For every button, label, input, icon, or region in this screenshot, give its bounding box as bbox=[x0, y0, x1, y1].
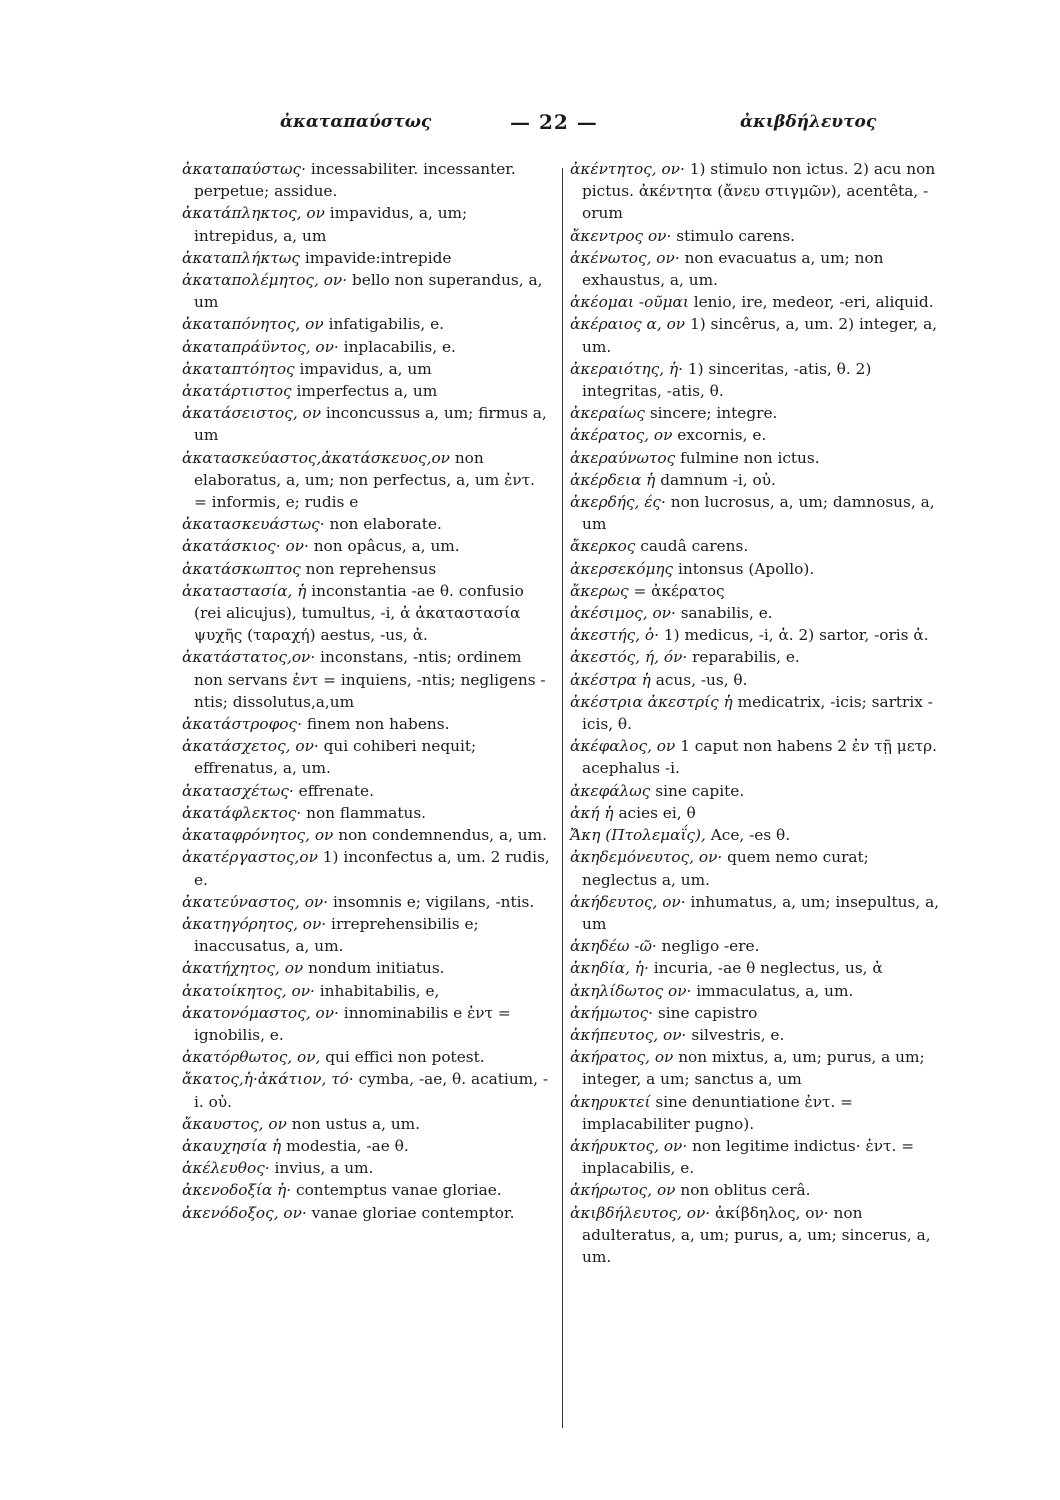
entry-headword: ἄκατος,ἡ·ἀκάτιον, τό· bbox=[182, 1070, 354, 1089]
dictionary-entry bbox=[182, 247, 552, 269]
dictionary-entry bbox=[182, 780, 552, 802]
entry-definition: finem non habens. bbox=[306, 715, 450, 734]
dictionary-entry bbox=[182, 535, 552, 557]
dictionary-entry bbox=[570, 580, 940, 602]
entry-headword: ἀκέστρια ἀκεστρίς ἡ bbox=[570, 692, 733, 711]
dictionary-entry bbox=[570, 669, 940, 691]
entry-definition: excornis, e. bbox=[677, 426, 767, 445]
entry-definition: 1 caput non habens 2 ἐν τῇ μετρ. acephalus -i. bbox=[582, 737, 937, 778]
entry-definition: silvestris, e. bbox=[691, 1025, 785, 1044]
entry-headword: ἀκαταπόνητος, ον bbox=[182, 315, 324, 334]
entry-headword: ἀκατάσχετος, ον· bbox=[182, 737, 319, 756]
dictionary-entry bbox=[570, 1002, 940, 1024]
dictionary-entry bbox=[570, 469, 940, 491]
entry-definition: sincere; integre. bbox=[649, 404, 778, 423]
entry-definition: non mixtus, a, um; purus, a um; integer, a um; sanctus a, um bbox=[582, 1048, 925, 1089]
entry-headword: ἀκαυχησία ἡ bbox=[182, 1136, 282, 1155]
entry-definition: 1) stimulo non ictus. 2) acu non pictus. ἀκέντητα (ἄνευ στιγμῶν), acentêta, -orum bbox=[582, 160, 936, 223]
page-number: — 22 — bbox=[510, 110, 598, 134]
entry-headword: ἀκαταστασία, ἡ bbox=[182, 581, 307, 600]
dictionary-entry bbox=[182, 202, 552, 246]
entry-headword: ἀκεφάλως bbox=[570, 781, 651, 800]
entry-headword: ἀκατηγόρητος, ον· bbox=[182, 914, 327, 933]
header-first-entry: ἀκαταπαύστως bbox=[280, 112, 432, 132]
dictionary-entry bbox=[570, 313, 940, 357]
right-column bbox=[570, 158, 940, 1268]
dictionary-entry bbox=[182, 824, 552, 846]
entry-definition: non elaboratus, a, um; non perfectus, a, um ἐντ. = informis, e; rudis e bbox=[194, 448, 535, 512]
entry-headword: ἀκατοίκητος, ον· bbox=[182, 981, 315, 1000]
dictionary-entry bbox=[182, 447, 552, 514]
entry-definition: acies ei, θ bbox=[618, 803, 696, 822]
entry-definition: bello non superandus, a, um bbox=[194, 271, 543, 312]
entry-definition: non legitime indictus· ἐντ. = inplacabilis, e. bbox=[582, 1136, 915, 1178]
entry-definition: inplacabilis, e. bbox=[343, 337, 456, 356]
dictionary-entry bbox=[570, 957, 940, 979]
entry-definition: inconcussus a, um; firmus a, um bbox=[194, 404, 547, 445]
column-divider bbox=[562, 168, 563, 1428]
dictionary-entry bbox=[182, 713, 552, 735]
entry-headword: ἀκερσεκόμης bbox=[570, 559, 674, 578]
entry-definition: ἀκίβδηλος, ον· non adulteratus, a, um; purus, a, um; sincerus, a, um. bbox=[582, 1203, 931, 1266]
entry-definition: stimulo carens. bbox=[676, 226, 796, 245]
entry-headword: ἀκατασχέτως· bbox=[182, 781, 294, 800]
entry-definition: impavide:intrepide bbox=[304, 248, 452, 267]
dictionary-entry bbox=[570, 491, 940, 535]
entry-definition: impavidus, a, um bbox=[299, 359, 432, 378]
entry-headword: ἀκεραύνωτος bbox=[570, 448, 676, 467]
entry-headword: ἀκαταπολέμητος, ον· bbox=[182, 271, 348, 290]
entry-headword: ἀκήρωτος, ον bbox=[570, 1181, 676, 1200]
entry-headword: ἀκατόρθωτος, ον, bbox=[182, 1048, 321, 1067]
entry-definition: fulmine non ictus. bbox=[680, 448, 820, 467]
entry-headword: ἀκατάφλεκτος· bbox=[182, 803, 302, 822]
entry-definition: vanae gloriae contemptor. bbox=[311, 1203, 515, 1222]
dictionary-entry bbox=[570, 980, 940, 1002]
entry-headword: ἄκαυστος, ον bbox=[182, 1114, 287, 1133]
dictionary-entry bbox=[182, 802, 552, 824]
entry-definition: acus, -us, θ. bbox=[655, 670, 748, 689]
entry-headword: ἀκαταπτόητος bbox=[182, 359, 295, 378]
entry-headword: ἀκήρατος, ον bbox=[570, 1048, 674, 1067]
entry-headword: ἀκήδευτος, ον· bbox=[570, 892, 686, 911]
dictionary-entry bbox=[182, 513, 552, 535]
entry-headword: ἀκατονόμαστος, ον· bbox=[182, 1003, 339, 1022]
dictionary-entry bbox=[182, 1046, 552, 1068]
entry-headword: ἀκενόδοξος, ον· bbox=[182, 1203, 307, 1222]
entry-headword: ἀκατάρτιστος bbox=[182, 382, 292, 401]
dictionary-entry bbox=[182, 913, 552, 957]
entry-headword: ἀκατάστροφος· bbox=[182, 715, 302, 734]
entry-headword: ἄκερως bbox=[570, 581, 629, 600]
entry-definition: non flammatus. bbox=[306, 803, 427, 822]
entry-headword: ἀκεραιότης, ἡ· bbox=[570, 359, 684, 378]
entry-headword: ἀκατάσκωπτος bbox=[182, 559, 301, 578]
dictionary-entry bbox=[182, 646, 552, 713]
entry-definition: inhabitabilis, e, bbox=[319, 981, 440, 1000]
dictionary-entry bbox=[182, 1179, 552, 1201]
dictionary-entry bbox=[570, 735, 940, 779]
entry-headword: ἀκατήχητος, ον bbox=[182, 959, 304, 978]
entry-headword: ἀκήμωτος· bbox=[570, 1003, 654, 1022]
entry-definition: sine denuntiatione ἐντ. = implacabiliter pugno). bbox=[582, 1092, 854, 1133]
entry-definition: immaculatus, a, um. bbox=[696, 981, 854, 1000]
entry-definition: reparabilis, e. bbox=[692, 648, 800, 667]
entry-definition: 1) inconfectus a, um. 2 rudis, e. bbox=[194, 848, 550, 889]
dictionary-entry bbox=[570, 602, 940, 624]
entry-headword: ἀκή ἡ bbox=[570, 803, 614, 822]
dictionary-entry bbox=[570, 1046, 940, 1090]
entry-definition: infatigabilis, e. bbox=[328, 315, 444, 334]
entry-headword: ἀκέντητος, ον· bbox=[570, 160, 685, 178]
entry-headword: ἀκαταπλήκτως bbox=[182, 248, 300, 267]
header-last-entry: ἀκιβδήλευτος bbox=[740, 112, 877, 132]
entry-headword: ἀκηλίδωτος ον· bbox=[570, 981, 692, 1000]
entry-headword: ἀκηδία, ἡ· bbox=[570, 959, 649, 978]
dictionary-entry bbox=[182, 269, 552, 313]
dictionary-entry bbox=[182, 580, 552, 647]
entry-definition: innominabilis e ἐντ = ignobilis, e. bbox=[194, 1003, 511, 1044]
entry-headword: ἀκατέργαστος,ον bbox=[182, 848, 318, 867]
entry-headword: ἀκαταπράϋντος, ον· bbox=[182, 337, 339, 356]
dictionary-entry bbox=[182, 957, 552, 979]
entry-headword: ἀκατασκεύαστος,ἀκατάσκευος,ον bbox=[182, 448, 450, 467]
entry-headword: ἀκέρατος, ον bbox=[570, 426, 673, 445]
entry-headword: ἀκατεύναστος, ον· bbox=[182, 892, 329, 911]
entry-headword: ἀκαταφρόνητος, ον bbox=[182, 826, 334, 845]
entry-headword: ἀκένωτος, ον· bbox=[570, 248, 680, 267]
entry-definition: non ustus a, um. bbox=[291, 1114, 421, 1133]
entry-definition: sine capistro bbox=[657, 1003, 758, 1022]
entry-definition: damnum -i, οὐ. bbox=[660, 470, 776, 489]
dictionary-entry bbox=[182, 1135, 552, 1157]
entry-definition: 1) sincêrus, a, um. 2) integer, a, um. bbox=[582, 315, 938, 356]
entry-definition: non opâcus, a, um. bbox=[313, 537, 460, 556]
dictionary-entry bbox=[570, 247, 940, 291]
dictionary-entry bbox=[570, 158, 940, 225]
entry-definition: negligo -ere. bbox=[661, 937, 760, 956]
dictionary-entry bbox=[570, 935, 940, 957]
page-header bbox=[180, 112, 880, 142]
entry-definition: 1) medicus, -i, ἀ. 2) sartor, -oris ἀ. bbox=[663, 626, 929, 645]
entry-headword: ἄκερκος bbox=[570, 537, 636, 556]
dictionary-entry bbox=[570, 846, 940, 890]
dictionary-entry bbox=[182, 735, 552, 779]
entry-headword: ἀκατάπληκτος, ον bbox=[182, 204, 325, 223]
entry-definition: invius, a um. bbox=[274, 1159, 374, 1178]
dictionary-entry bbox=[182, 1002, 552, 1046]
entry-headword: ἀκέομαι -οῦμαι bbox=[570, 293, 689, 312]
entry-definition: 1) sinceritas, -atis, θ. 2) integritas, -atis, θ. bbox=[582, 359, 872, 401]
entry-definition: non reprehensus bbox=[305, 559, 437, 578]
entry-definition: contemptus vanae gloriae. bbox=[296, 1181, 502, 1200]
dictionary-entry bbox=[570, 802, 940, 824]
entry-headword: ἀκήρυκτος, ον· bbox=[570, 1136, 688, 1155]
entry-definition: Ace, -es θ. bbox=[710, 826, 791, 845]
dictionary-entry bbox=[570, 1024, 940, 1046]
entry-definition: = ἀκέρατος bbox=[633, 581, 725, 600]
entry-definition: incuria, -ae θ neglectus, us, ἀ bbox=[653, 959, 883, 978]
entry-definition: non evacuatus a, um; non exhaustus, a, um. bbox=[582, 248, 884, 290]
dictionary-entry bbox=[570, 824, 940, 846]
entry-definition: imperfectus a, um bbox=[296, 382, 438, 401]
dictionary-entry bbox=[570, 424, 940, 446]
entry-definition: qui cohiberi nequit; effrenatus, a, um. bbox=[194, 737, 477, 778]
entry-definition: non elaborate. bbox=[329, 515, 442, 534]
entry-headword: ἀκέστρα ἡ bbox=[570, 670, 651, 689]
entry-definition: inconstans, -ntis; ordinem non servans ἐντ = inquiens, -ntis; negligens -ntis; dissolutus,a,um bbox=[194, 648, 546, 711]
entry-headword: ἀκέραιος α, ον bbox=[570, 315, 686, 334]
entry-headword: ἀκηδέω -ῶ· bbox=[570, 937, 657, 956]
entry-definition: non oblitus cerâ. bbox=[680, 1181, 811, 1200]
entry-definition: intonsus (Apollo). bbox=[678, 559, 815, 578]
entry-definition: non condemnendus, a, um. bbox=[338, 826, 548, 845]
dictionary-entry bbox=[182, 1068, 552, 1112]
dictionary-entry bbox=[182, 336, 552, 358]
dictionary-entry bbox=[182, 891, 552, 913]
entry-definition: non lucrosus, a, um; damnosus, a, um bbox=[582, 493, 935, 534]
entry-headword: ἀκήπευτος, ον· bbox=[570, 1025, 687, 1044]
entry-headword: ἀκέρδεια ἡ bbox=[570, 470, 656, 489]
dictionary-entry bbox=[570, 447, 940, 469]
dictionary-entry bbox=[570, 1091, 940, 1135]
entry-headword: ἀκιβδήλευτος, ον· bbox=[570, 1203, 711, 1222]
entry-definition: sanabilis, e. bbox=[680, 604, 773, 623]
entry-headword: ἀκατάστατος,ον· bbox=[182, 648, 316, 667]
dictionary-entry bbox=[182, 313, 552, 335]
entry-definition: cymba, -ae, θ. acatium, -i. οὐ. bbox=[194, 1070, 549, 1111]
entry-headword: ἀκεραίως bbox=[570, 404, 645, 423]
entry-headword: ἀκεστός, ή, όν· bbox=[570, 648, 688, 667]
entry-headword: Ἄκη (Πτολεμαΐς), bbox=[570, 826, 706, 845]
dictionary-entry bbox=[182, 358, 552, 380]
entry-headword: ἀκηρυκτεί bbox=[570, 1092, 651, 1111]
entry-headword: ἀκατασκευάστως· bbox=[182, 515, 325, 534]
dictionary-entry bbox=[570, 780, 940, 802]
dictionary-entry bbox=[182, 1157, 552, 1179]
entry-headword: ἀκέσιμος, ον· bbox=[570, 604, 676, 623]
dictionary-entry bbox=[570, 535, 940, 557]
dictionary-entry bbox=[570, 691, 940, 735]
entry-definition: lenio, ire, medeor, -eri, aliquid. bbox=[693, 293, 934, 312]
entry-headword: ἀκερδής, ές· bbox=[570, 493, 666, 512]
dictionary-entry bbox=[182, 380, 552, 402]
entry-headword: ἀκηδεμόνευτος, ον· bbox=[570, 848, 723, 867]
dictionary-entry bbox=[182, 1113, 552, 1135]
dictionary-entry bbox=[570, 1202, 940, 1269]
entry-headword: ἀκενοδοξία ἡ· bbox=[182, 1181, 292, 1200]
dictionary-entry bbox=[570, 1135, 940, 1179]
dictionary-entry bbox=[570, 402, 940, 424]
entry-definition: quem nemo curat; neglectus a, um. bbox=[582, 848, 869, 889]
entry-definition: caudâ carens. bbox=[640, 537, 749, 556]
dictionary-entry bbox=[570, 291, 940, 313]
dictionary-entry bbox=[182, 1202, 552, 1224]
entry-definition: inhumatus, a, um; insepultus, a, um bbox=[582, 892, 940, 933]
entry-headword: ἀκέλευθος· bbox=[182, 1159, 270, 1178]
dictionary-entry bbox=[182, 558, 552, 580]
dictionary-entry bbox=[182, 980, 552, 1002]
entry-headword: ἀκεστής, ὁ· bbox=[570, 626, 660, 645]
entry-definition: insomnis e; vigilans, -ntis. bbox=[332, 892, 535, 911]
entry-headword: ἄκεντρος ον· bbox=[570, 226, 672, 245]
entry-definition: modestia, -ae θ. bbox=[286, 1136, 409, 1155]
entry-definition: impavidus, a, um; intrepidus, a, um bbox=[194, 204, 468, 245]
dictionary-entry bbox=[570, 891, 940, 935]
dictionary-entry bbox=[570, 1179, 940, 1201]
left-column bbox=[182, 158, 552, 1224]
dictionary-entry bbox=[570, 558, 940, 580]
entry-headword: ἀκατάσκιος· ον· bbox=[182, 537, 309, 556]
entry-headword: ἀκέφαλος, ον bbox=[570, 737, 676, 756]
entry-definition: sine capite. bbox=[655, 781, 745, 800]
dictionary-entry bbox=[182, 846, 552, 890]
dictionary-entry bbox=[570, 646, 940, 668]
entry-definition: medicatrix, -icis; sartrix -icis, θ. bbox=[582, 692, 933, 734]
entry-headword: ἀκαταπαύστως· bbox=[182, 160, 306, 178]
dictionary-entry bbox=[182, 402, 552, 446]
entry-definition: inconstantia -ae θ. confusio (rei alicujus), tumultus, -i, ἀ ἀκαταστασία ψυχῆς (ταραχή) aestus, -us, ἀ. bbox=[194, 581, 524, 645]
entry-definition: qui effici non potest. bbox=[325, 1048, 485, 1067]
dictionary-entry bbox=[182, 158, 552, 202]
dictionary-entry bbox=[570, 225, 940, 247]
entry-definition: nondum initiatus. bbox=[308, 959, 445, 978]
dictionary-entry bbox=[570, 624, 940, 646]
entry-definition: irreprehensibilis e; inaccusatus, a, um. bbox=[194, 914, 479, 956]
dictionary-entry bbox=[570, 358, 940, 402]
entry-headword: ἀκατάσειστος, ον bbox=[182, 404, 322, 423]
entry-definition: effrenate. bbox=[298, 781, 374, 800]
entry-definition: incessabiliter. incessanter. perpetue; assidue. bbox=[194, 160, 516, 201]
